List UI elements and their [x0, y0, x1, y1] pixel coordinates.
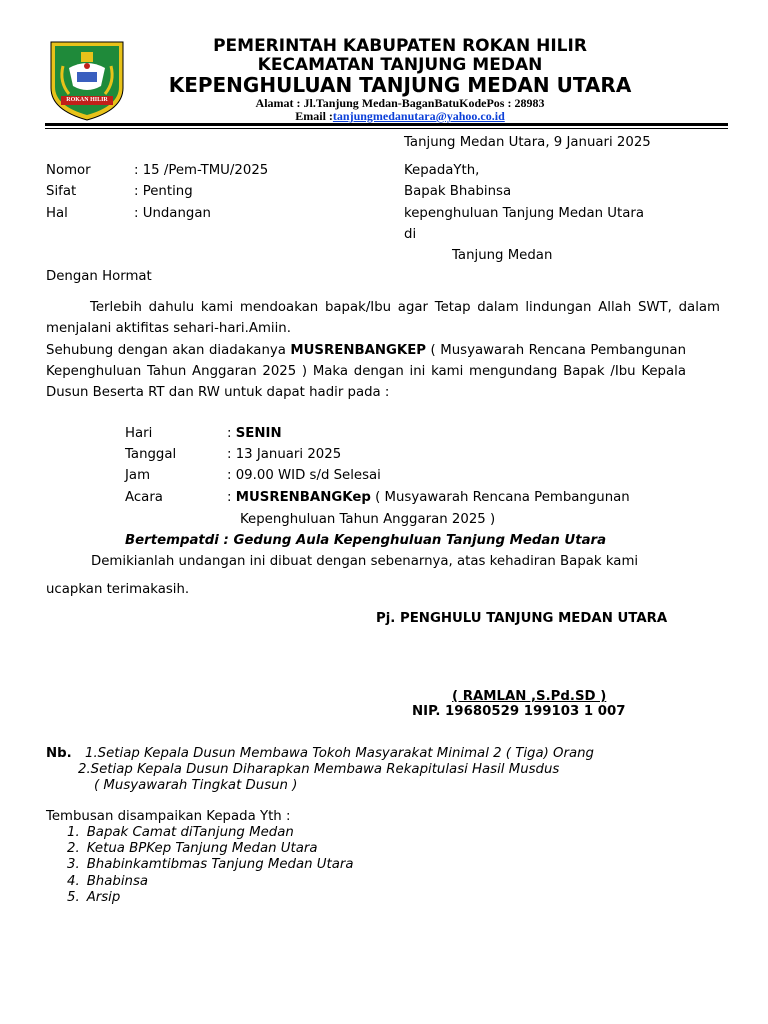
cc-text: Bhabinkamtibmas Tanjung Medan Utara — [86, 857, 354, 872]
cc-text: Bapak Camat diTanjung Medan — [86, 825, 294, 840]
jam-value: : 09.00 WID s/d Selesai — [227, 468, 381, 483]
invitation-text-b: ( Musyawarah Rencana Pembangunan Kepenghuluan Tahun Anggaran 2025 ) Maka dengan ini kami mengundang Bapak /Ibu Kepala Dusun Beserta RT dan RW untuk dapat hadir pada : — [46, 343, 686, 400]
email-link[interactable]: tanjungmedanutara@yahoo.co.id — [332, 109, 505, 123]
recipient-line-1: KepadaYth, — [404, 163, 480, 178]
acara-label: Acara — [125, 490, 163, 505]
jam-label: Jam — [125, 468, 151, 483]
cc-text: Arsip — [86, 890, 121, 905]
acara-line-2: Kepenghuluan Tahun Anggaran 2025 ) — [240, 512, 496, 527]
acara-bold: MUSRENBANGKep — [235, 490, 371, 505]
recipient-line-2: Bapak Bhabinsa — [404, 184, 512, 199]
logo-banner-text: ROKAN HILIR — [66, 97, 108, 103]
recipient-line-5: Tanjung Medan — [452, 248, 553, 263]
cc-item-3 — [67, 857, 353, 872]
note-item-2: 2.Setiap Kepala Dusun Diharapkan Membawa Rekapitulasi Hasil Musdus — [78, 762, 560, 777]
cc-item-2 — [67, 841, 318, 856]
nomor-label: Nomor — [46, 163, 91, 178]
letterhead-rule-thick — [45, 123, 728, 126]
acara-colon: : — [227, 490, 236, 505]
recipient-line-3: kepenghuluan Tanjung Medan Utara — [404, 206, 644, 221]
email-label: Email : — [295, 109, 333, 123]
letterhead-email — [95, 109, 705, 124]
cc-num: 3. — [67, 857, 80, 872]
venue: Bertempatdi : Gedung Aula Kepenghuluan Tanjung Medan Utara — [125, 533, 607, 548]
cc-num: 4. — [67, 874, 80, 889]
cc-text: Ketua BPKep Tanjung Medan Utara — [86, 841, 318, 856]
tanggal-label: Tanggal — [125, 447, 177, 462]
note-item-2-cont: ( Musyawarah Tingkat Dusun ) — [94, 778, 298, 793]
letterhead-address: Alamat : Jl.Tanjung Medan-BaganBatuKodePos : 28983 — [255, 96, 545, 110]
hari-label: Hari — [125, 426, 153, 441]
nomor-value: : 15 /Pem-TMU/2025 — [134, 163, 269, 178]
cc-item-4 — [67, 874, 148, 889]
invitation-bold: MUSRENBANGKEP — [290, 343, 427, 358]
hari-colon: : — [227, 426, 236, 441]
letterhead-government: PEMERINTAH KABUPATEN ROKAN HILIR — [213, 36, 587, 56]
acara-value — [227, 490, 630, 505]
cc-num: 1. — [67, 825, 80, 840]
paragraph-prayer — [46, 297, 720, 339]
invitation-text-a: Sehubung dengan akan diadakanya — [46, 343, 291, 358]
acara-rest: ( Musyawarah Rencana Pembangunan — [370, 490, 630, 505]
cc-title: Tembusan disampaikan Kepada Yth : — [46, 809, 291, 824]
cc-item-1 — [67, 825, 294, 840]
greeting: Dengan Hormat — [46, 269, 152, 284]
cc-text: Bhabinsa — [86, 874, 149, 889]
paragraph-invitation — [46, 340, 686, 403]
place-date: Tanjung Medan Utara, 9 Januari 2025 — [404, 135, 651, 150]
hari-day: SENIN — [235, 426, 282, 441]
note-item-1: 1.Setiap Kepala Dusun Membawa Tokoh Masyarakat Minimal 2 ( Tiga) Orang — [85, 746, 594, 761]
cc-num: 5. — [67, 890, 80, 905]
signature-title: Pj. PENGHULU TANJUNG MEDAN UTARA — [376, 611, 668, 626]
hal-value: : Undangan — [134, 206, 211, 221]
signature-nip: NIP. 19680529 199103 1 007 — [412, 704, 626, 719]
signature-name: ( RAMLAN ,S.Pd.SD ) — [452, 689, 607, 704]
paragraph-prayer-text: Terlebih dahulu kami mendoakan bapak/Ibu agar Tetap dalam lindungan Allah SWT, dalam menjalani aktifitas sehari-hari.Amiin. — [46, 300, 720, 336]
sifat-label: Sifat — [46, 184, 77, 199]
hal-label: Hal — [46, 206, 68, 221]
notes-label: Nb. — [46, 746, 72, 761]
closing-line-1: Demikianlah undangan ini dibuat dengan sebenarnya, atas kehadiran Bapak kami — [91, 554, 639, 569]
cc-item-5 — [67, 890, 120, 905]
closing-line-2: ucapkan terimakasih. — [46, 582, 190, 597]
tanggal-value: : 13 Januari 2025 — [227, 447, 342, 462]
cc-num: 2. — [67, 841, 80, 856]
letterhead-village: KEPENGHULUAN TANJUNG MEDAN UTARA — [168, 73, 632, 97]
letterhead-rule-thin — [45, 128, 728, 129]
letterhead-district: KECAMATAN TANJUNG MEDAN — [257, 55, 543, 75]
hari-value — [227, 426, 282, 441]
recipient-line-4: di — [404, 227, 417, 242]
sifat-value: : Penting — [134, 184, 193, 199]
